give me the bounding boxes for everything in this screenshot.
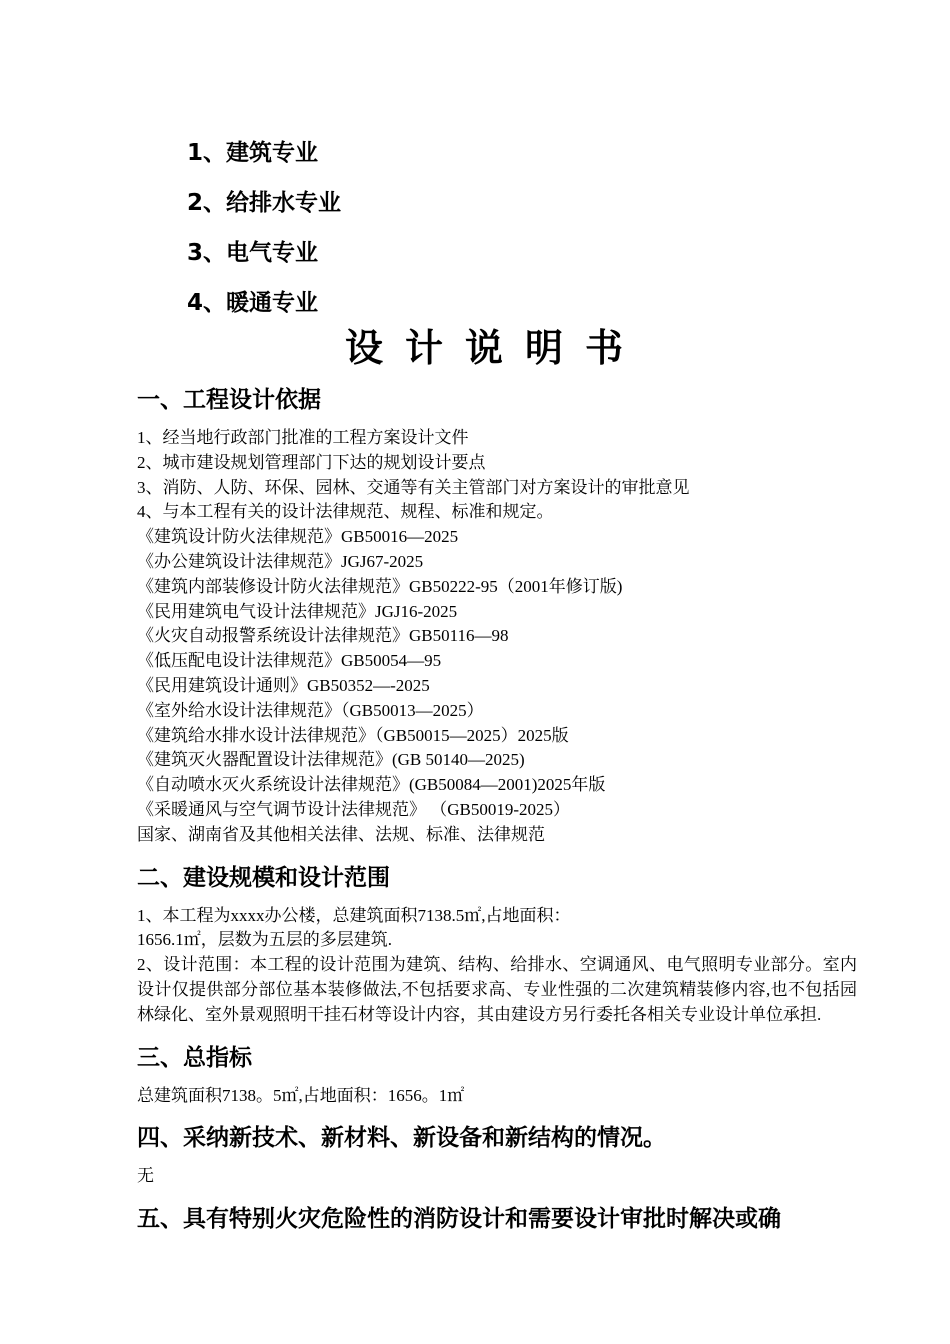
list-item: 《火灾自动报警系统设计法律规范》GB50116—98 [137, 626, 509, 646]
discipline-item-plumbing: 2、给排水专业 [187, 190, 342, 216]
list-item: 《办公建筑设计法律规范》JGJ67-2025 [137, 551, 424, 571]
scope-paragraph: 2、设计范围：本工程的设计范围为建筑、结构、给排水、空调通风、电气照明专业部分。室内设计仅提供部分部位基本装修做法,不包括要求高、专业性强的二次建筑精装修内容,也不包括园林绿化、室外景观照明干挂石材等设计内容，其由建设方另行委托各相关专业设计单位承担. [137, 955, 857, 1024]
document-body [137, 380, 857, 1239]
new-technology-text: 无 [137, 1166, 154, 1186]
section-heading-design-basis: 一、工程设计依据 [137, 387, 321, 413]
design-basis-list [137, 426, 857, 848]
scale-line-1: 1、本工程为xxxx办公楼，总建筑面积7138.5㎡,占地面积： [137, 905, 571, 925]
list-item: 《民用建筑电气设计法律规范》JGJ16-2025 [137, 601, 458, 621]
list-item: 《采暖通风与空气调节设计法律规范》 （GB50019-2025） [137, 799, 571, 819]
list-item: 《建筑设计防火法律规范》GB50016—2025 [137, 527, 459, 547]
list-item: 4、与本工程有关的设计法律规范、规程、标准和规定。 [137, 502, 554, 522]
list-item: 《民用建筑设计通则》GB50352—-2025 [137, 675, 430, 695]
list-item: 3、消防、人防、环保、园林、交通等有关主管部门对方案设计的审批意见 [137, 477, 690, 497]
discipline-item-hvac: 4、暖通专业 [187, 290, 319, 316]
list-item: 《低压配电设计法律规范》GB50054—95 [137, 651, 442, 671]
list-item: 《自动喷水灭火系统设计法律规范》(GB50084—2001)2025年版 [137, 775, 606, 795]
list-item: 《建筑灭火器配置设计法律规范》(GB 50140—2025) [137, 750, 525, 770]
discipline-list [187, 128, 341, 328]
list-item: 1、经当地行政部门批准的工程方案设计文件 [137, 428, 469, 447]
list-item: 2、城市建设规划管理部门下达的规划设计要点 [137, 452, 486, 472]
list-item: 《室外给水设计法律规范》（GB50013—2025） [137, 700, 484, 720]
list-item: 国家、湖南省及其他相关法律、法规、标准、法律规范 [137, 824, 545, 844]
indicators-text: 总建筑面积7138。5㎡,占地面积：1656。1㎡ [137, 1085, 465, 1105]
section-heading-new-technology: 四、采纳新技术、新材料、新设备和新结构的情况。 [137, 1125, 666, 1152]
discipline-item-architecture: 1、建筑专业 [187, 140, 319, 166]
scale-line-2: 1656.1㎡，层数为五层的多层建筑. [137, 930, 392, 950]
discipline-item-electrical: 3、电气专业 [187, 240, 319, 266]
document-title: 设计说明书 [344, 326, 645, 370]
section-heading-scale-scope: 二、建设规模和设计范围 [137, 864, 390, 891]
section-heading-indicators: 三、总指标 [137, 1044, 252, 1071]
list-item: 《建筑内部装修设计防火法律规范》GB50222-95（2001年修订版) [137, 576, 623, 596]
list-item: 《建筑给水排水设计法律规范》（GB50015—2025）2025版 [137, 725, 569, 745]
section-heading-fire-design: 五、具有特别火灾危险性的消防设计和需要设计审批时解决或确 [137, 1206, 781, 1233]
